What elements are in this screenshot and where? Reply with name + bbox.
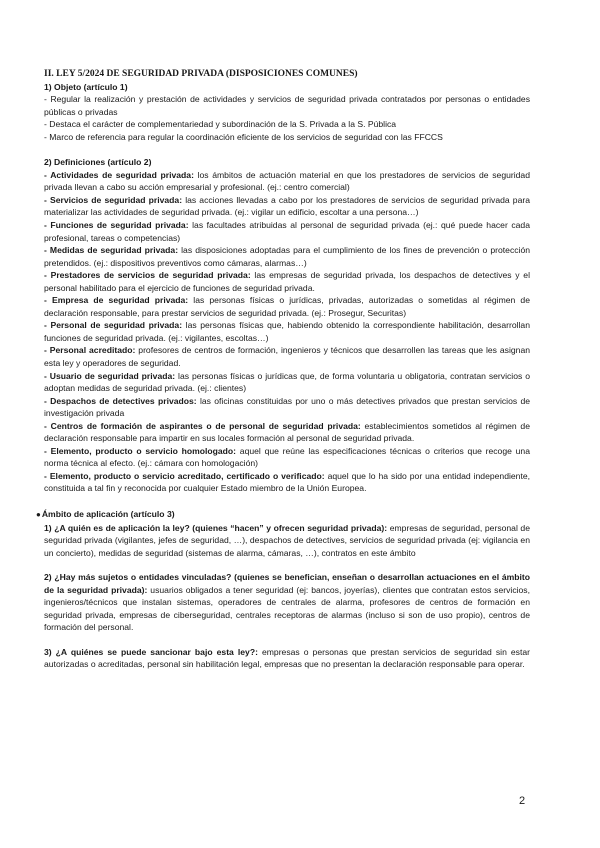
definicion-item — [44, 445, 530, 470]
definicion-text: establecimientos sometidos al régimen de declaración responsable para impartir en sus locales formación al personal de seguridad privada. — [44, 420, 530, 444]
definicion-term: - Despachos de detectives privados: — [44, 395, 197, 406]
definicion-item — [44, 420, 530, 445]
objeto-item: - Destaca el carácter de complementariedad y subordinación de la S. Privada a la S. Pública — [44, 119, 397, 130]
definicion-term: - Personal acreditado: — [44, 345, 136, 356]
objeto-heading: 1) Objeto (artículo 1) — [44, 81, 128, 92]
definicion-text: los ámbitos de actuación material en que los prestadores de servicios de seguridad privada llevan a cabo su acción empresarial y profesional. (ej.: centro comercial) — [44, 169, 530, 193]
definicion-item — [44, 244, 530, 269]
ambito-question: 2) ¿Hay más sujetos o entidades vinculadas? (quienes se benefician, enseñan o desarrollan actuaciones en el ámbito de la seguridad privada): — [44, 572, 530, 595]
definicion-text: las disposiciones adoptadas para el cumplimiento de los fines de prevención o protección pretendidos. (ej.: dispositivos preventivos como cámaras, alarmas…) — [44, 245, 531, 268]
page-number: 2 — [519, 795, 526, 807]
definicion-text: las personas físicas que, habiendo obtenido la correspondiente habilitación, desarrollan funciones de seguridad privada. (ej.: vigilantes, escoltas…) — [44, 320, 530, 343]
document-title: II. LEY 5/2024 DE SEGURIDAD PRIVADA (DISPOSICIONES COMUNES) — [44, 69, 358, 79]
ambito-item — [44, 571, 530, 634]
definicion-item — [44, 169, 530, 194]
definicion-term: - Funciones de seguridad privada: — [44, 219, 189, 230]
definicion-text: las facultades atribuidas al personal de seguridad privada (ej.: qué puede hacer cada profesional, tareas o competencias) — [44, 219, 530, 243]
definicion-term: - Usuario de seguridad privada: — [44, 370, 176, 381]
bullet-icon: ● — [36, 510, 41, 519]
definicion-text: las acciones llevadas a cabo por los prestadores de servicios de seguridad privada para materializar las actividades de seguridad privada. (ej.: vigilar un edificio, escoltar a una persona…) — [44, 194, 530, 218]
definicion-item — [44, 395, 530, 420]
definicion-item — [44, 370, 530, 395]
definicion-text: las personas físicas o jurídicas, privadas, autorizadas o sometidas al régimen de declaración responsable, para prestar servicios de seguridad privada. (ej.: Prosegur, Securitas) — [44, 295, 530, 318]
definicion-text: las personas físicas o jurídicas que, de forma voluntaria u obligatoria, contratan servicios o adoptan medidas de seguridad privada. (ej.: clientes) — [44, 370, 530, 394]
definicion-item — [44, 344, 530, 369]
definicion-term: - Actividades de seguridad privada: — [44, 169, 194, 180]
definicion-term: - Prestadores de servicios de seguridad privada: — [44, 270, 251, 281]
definicion-item — [44, 269, 530, 294]
definicion-term: - Servicios de seguridad privada: — [44, 194, 183, 205]
definicion-term: - Elemento, producto o servicio homologado: — [44, 445, 237, 456]
ambito-answer: empresas de seguridad, personal de seguridad privada (vigilantes, jefes de seguridad, …), despachos de detectives, servicios de seguridad privada (ej: vigilancia en un concierto), medidas de seguridad (sistemas de alarma, cámaras, …), contratos en este ámbito — [44, 522, 530, 558]
definicion-term: - Elemento, producto o servicio acreditado, certificado o verificado: — [44, 470, 325, 481]
ambito-item — [44, 522, 530, 560]
definicion-term: - Centros de formación de aspirantes o de personal de seguridad privada: — [44, 420, 361, 431]
definicion-text: aquel que lo ha sido por una entidad independiente, constituida a tal fin y reconocida por cualquier Estado miembro de la Unión Europea. — [44, 470, 531, 494]
ambito-heading-text: Ámbito de aplicación (artículo 3) — [41, 509, 175, 519]
definiciones-heading: 2) Definiciones (artículo 2) — [44, 157, 152, 168]
ambito-answer: usuarios obligados a tener seguridad (ej: bancos, joyerías), clientes que contratan estos servicios, ingenieros/técnicos que instalan sistemas, operadores de centrales de alarma, profesores de centros de formación en seguridad privada, empresas de ciberseguridad, centrales receptoras de alarmas (incluso si son de uso propio), centros de formación del personal. — [44, 584, 530, 633]
definicion-term: - Empresa de seguridad privada: — [44, 295, 189, 306]
definicion-text: aquel que reúne las especificaciones técnicas o criterios que recoge una norma técnica al efecto. (ej.: cámara con homologación) — [44, 445, 530, 469]
definicion-item — [44, 194, 530, 219]
definicion-term: - Medidas de seguridad privada: — [44, 245, 179, 256]
definicion-item — [44, 470, 530, 495]
ambito-question: 1) ¿A quién es de aplicación la ley? (quienes “hacen” y ofrecen seguridad privada): — [44, 522, 388, 533]
definicion-item — [44, 319, 530, 344]
definicion-term: - Personal de seguridad privada: — [44, 320, 183, 331]
ambito-answer: empresas o personas que prestan servicios de seguridad sin estar autorizadas o acreditadas, personal sin habilitación legal, empresas que no presentan la declaración responsable para operar. — [44, 646, 530, 670]
definicion-text: profesores de centros de formación, ingenieros y técnicos que desarrollen las tareas que les asignan esta ley y operadores de seguridad. — [44, 345, 530, 368]
definicion-item — [44, 219, 530, 244]
definicion-text: las empresas de seguridad privada, los despachos de detectives y el personal habilitado para el ejercicio de funciones de seguridad privada. — [44, 270, 530, 293]
document-page — [36, 68, 531, 671]
objeto-item: - Regular la realización y prestación de actividades y servicios de seguridad privada contratados por personas o entidades públicas o privadas — [44, 94, 530, 117]
ambito-item — [44, 646, 530, 671]
ambito-heading — [36, 508, 530, 522]
definicion-item — [44, 294, 530, 319]
objeto-item: - Marco de referencia para regular la coordinación eficiente de los servicios de seguridad con las FFCCS — [44, 131, 443, 142]
definicion-text: las oficinas constituidas por uno o más detectives privados que prestan servicios de investigación privada — [44, 395, 531, 419]
ambito-question: 3) ¿A quiénes se puede sancionar bajo esta ley?: — [44, 646, 258, 657]
